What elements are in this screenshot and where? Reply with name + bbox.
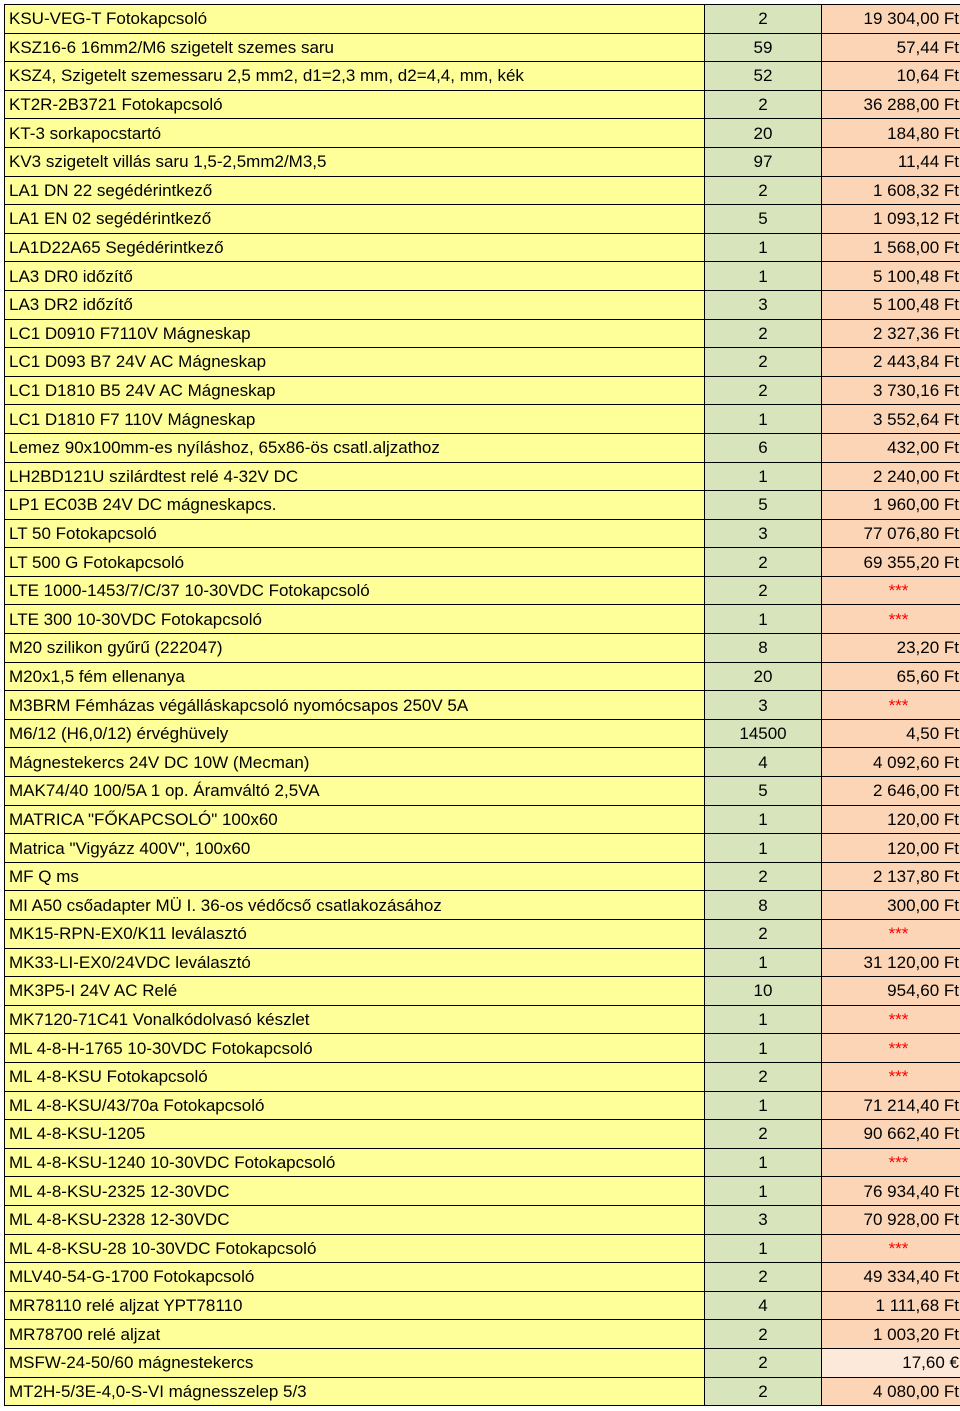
product-name-cell[interactable]: LA1 DN 22 segédérintkező [5,176,705,205]
quantity-cell[interactable]: 1 [705,834,822,863]
quantity-cell[interactable]: 97 [705,147,822,176]
price-cell[interactable]: 2 646,00 Ft [822,777,960,806]
quantity-cell[interactable]: 2 [705,319,822,348]
price-cell[interactable]: 65,60 Ft [822,662,960,691]
price-cell[interactable]: 4 092,60 Ft [822,748,960,777]
price-cell[interactable]: 49 334,40 Ft [822,1263,960,1292]
product-name-cell[interactable]: MK15-RPN-EX0/K11 leválasztó [5,920,705,949]
quantity-cell[interactable]: 6 [705,433,822,462]
price-cell[interactable]: 5 100,48 Ft [822,290,960,319]
product-name-cell[interactable]: LH2BD121U szilárdtest relé 4-32V DC [5,462,705,491]
price-cell[interactable]: *** [822,691,960,720]
quantity-cell[interactable]: 52 [705,62,822,91]
price-cell[interactable]: 300,00 Ft [822,891,960,920]
table-row [5,491,960,520]
price-cell[interactable]: 954,60 Ft [822,977,960,1006]
price-cell[interactable]: 432,00 Ft [822,433,960,462]
product-name-cell[interactable]: LC1 D1810 F7 110V Mágneskap [5,405,705,434]
quantity-cell[interactable]: 1 [705,1234,822,1263]
table-row [5,977,960,1006]
price-cell[interactable]: 120,00 Ft [822,834,960,863]
table-row [5,233,960,262]
price-cell[interactable]: *** [822,1148,960,1177]
product-name-cell[interactable]: LA1D22A65 Segédérintkező [5,233,705,262]
table-row [5,433,960,462]
table-row [5,376,960,405]
table-row [5,176,960,205]
table-row [5,1320,960,1349]
price-cell[interactable]: 70 928,00 Ft [822,1205,960,1234]
quantity-cell[interactable]: 1 [705,805,822,834]
price-cell[interactable]: 77 076,80 Ft [822,519,960,548]
product-name-cell[interactable]: MK3P5-I 24V AC Relé [5,977,705,1006]
quantity-cell[interactable]: 2 [705,176,822,205]
price-cell[interactable]: 10,64 Ft [822,62,960,91]
product-name-cell[interactable]: MLV40-54-G-1700 Fotokapcsoló [5,1263,705,1292]
table-row [5,5,960,34]
quantity-cell[interactable]: 2 [705,1062,822,1091]
table-row [5,1091,960,1120]
quantity-cell[interactable]: 2 [705,920,822,949]
table-row [5,1348,960,1377]
price-cell[interactable]: *** [822,1005,960,1034]
table-row [5,805,960,834]
price-cell[interactable]: 31 120,00 Ft [822,948,960,977]
quantity-cell[interactable]: 2 [705,5,822,34]
quantity-cell[interactable]: 1 [705,462,822,491]
quantity-cell[interactable]: 1 [705,1034,822,1063]
product-name-cell[interactable]: KSZ4, Szigetelt szemessaru 2,5 mm2, d1=2,3 mm, d2=4,4, mm, kék [5,62,705,91]
price-cell[interactable]: 1 960,00 Ft [822,491,960,520]
table-row [5,1263,960,1292]
quantity-cell[interactable]: 2 [705,376,822,405]
table-row [5,920,960,949]
table-row [5,1034,960,1063]
table-row [5,548,960,577]
quantity-cell[interactable]: 3 [705,691,822,720]
product-name-cell[interactable]: ML 4-8-KSU-2328 12-30VDC [5,1205,705,1234]
price-cell[interactable]: 57,44 Ft [822,33,960,62]
table-row [5,262,960,291]
table-row [5,1377,960,1406]
quantity-cell[interactable]: 2 [705,862,822,891]
quantity-cell[interactable]: 1 [705,1091,822,1120]
table-row [5,1234,960,1263]
product-name-cell[interactable]: ML 4-8-KSU Fotokapcsoló [5,1062,705,1091]
table-row [5,1120,960,1149]
product-name-cell[interactable]: ML 4-8-H-1765 10-30VDC Fotokapcsoló [5,1034,705,1063]
product-name-cell[interactable]: LT 50 Fotokapcsoló [5,519,705,548]
quantity-cell[interactable]: 14500 [705,719,822,748]
product-name-cell[interactable]: KT2R-2B3721 Fotokapcsoló [5,90,705,119]
quantity-cell[interactable]: 10 [705,977,822,1006]
quantity-cell[interactable]: 20 [705,662,822,691]
product-name-cell[interactable]: ML 4-8-KSU-2325 12-30VDC [5,1177,705,1206]
quantity-cell[interactable]: 4 [705,1291,822,1320]
price-cell[interactable]: 2 327,36 Ft [822,319,960,348]
product-name-cell[interactable]: MR78110 relé aljzat YPT78110 [5,1291,705,1320]
table-row [5,405,960,434]
table-row [5,519,960,548]
quantity-cell[interactable]: 3 [705,1205,822,1234]
table-row [5,891,960,920]
quantity-cell[interactable]: 4 [705,748,822,777]
product-name-cell[interactable]: MI A50 csőadapter MÜ I. 36-os védőcső csatlakozásához [5,891,705,920]
price-list-table [4,4,960,1406]
quantity-cell[interactable]: 59 [705,33,822,62]
quantity-cell[interactable]: 2 [705,1348,822,1377]
price-cell[interactable]: 5 100,48 Ft [822,262,960,291]
quantity-cell[interactable]: 2 [705,1263,822,1292]
table-row [5,205,960,234]
price-cell[interactable]: 4,50 Ft [822,719,960,748]
quantity-cell[interactable]: 2 [705,1120,822,1149]
product-name-cell[interactable]: LTE 1000-1453/7/C/37 10-30VDC Fotokapcsoló [5,576,705,605]
price-cell[interactable]: 1 003,20 Ft [822,1320,960,1349]
quantity-cell[interactable]: 5 [705,491,822,520]
price-list-body [5,5,960,1406]
quantity-cell[interactable]: 2 [705,348,822,377]
table-row [5,290,960,319]
quantity-cell[interactable]: 3 [705,290,822,319]
price-cell[interactable]: 69 355,20 Ft [822,548,960,577]
product-name-cell[interactable]: MK7120-71C41 Vonalkódolvasó készlet [5,1005,705,1034]
price-cell[interactable]: 23,20 Ft [822,634,960,663]
quantity-cell[interactable]: 1 [705,605,822,634]
table-row [5,834,960,863]
price-cell[interactable]: 3 552,64 Ft [822,405,960,434]
table-row [5,1177,960,1206]
price-cell[interactable]: 17,60 € [822,1348,960,1377]
quantity-cell[interactable]: 1 [705,1177,822,1206]
price-cell[interactable]: *** [822,1034,960,1063]
table-row [5,33,960,62]
product-name-cell[interactable]: KSU-VEG-T Fotokapcsoló [5,5,705,34]
table-row [5,62,960,91]
price-cell[interactable]: 1 568,00 Ft [822,233,960,262]
price-cell[interactable]: *** [822,1234,960,1263]
price-cell[interactable]: 90 662,40 Ft [822,1120,960,1149]
product-name-cell[interactable]: MATRICA "FŐKAPCSOLÓ" 100x60 [5,805,705,834]
quantity-cell[interactable]: 2 [705,1377,822,1406]
product-name-cell[interactable]: MK33-LI-EX0/24VDC leválasztó [5,948,705,977]
product-name-cell[interactable]: Lemez 90x100mm-es nyíláshoz, 65x86-ös csatl.aljzathoz [5,433,705,462]
product-name-cell[interactable]: MSFW-24-50/60 mágnestekercs [5,1348,705,1377]
quantity-cell[interactable]: 8 [705,891,822,920]
table-row [5,748,960,777]
table-row [5,1148,960,1177]
quantity-cell[interactable]: 5 [705,777,822,806]
table-row [5,1291,960,1320]
quantity-cell[interactable]: 2 [705,548,822,577]
product-name-cell[interactable]: LP1 EC03B 24V DC mágneskapcs. [5,491,705,520]
price-cell[interactable]: *** [822,920,960,949]
table-row [5,634,960,663]
product-name-cell[interactable]: LA3 DR0 időzítő [5,262,705,291]
table-row [5,605,960,634]
table-row [5,319,960,348]
product-name-cell[interactable]: LC1 D1810 B5 24V AC Mágneskap [5,376,705,405]
product-name-cell[interactable]: MF Q ms [5,862,705,891]
table-row [5,90,960,119]
product-name-cell[interactable]: M3BRM Fémházas végálláskapcsoló nyomócsapos 250V 5A [5,691,705,720]
product-name-cell[interactable]: LA3 DR2 időzítő [5,290,705,319]
product-name-cell[interactable]: KT-3 sorkapocstartó [5,119,705,148]
quantity-cell[interactable]: 1 [705,1148,822,1177]
table-row [5,576,960,605]
product-name-cell[interactable]: LC1 D0910 F7110V Mágneskap [5,319,705,348]
price-cell[interactable]: 36 288,00 Ft [822,90,960,119]
product-name-cell[interactable]: ML 4-8-KSU/43/70a Fotokapcsoló [5,1091,705,1120]
price-cell[interactable]: 184,80 Ft [822,119,960,148]
table-row [5,691,960,720]
table-row [5,147,960,176]
quantity-cell[interactable]: 1 [705,233,822,262]
quantity-cell[interactable]: 8 [705,634,822,663]
product-name-cell[interactable]: LC1 D093 B7 24V AC Mágneskap [5,348,705,377]
product-name-cell[interactable]: Matrica "Vigyázz 400V", 100x60 [5,834,705,863]
product-name-cell[interactable]: MAK74/40 100/5A 1 op. Áramváltó 2,5VA [5,777,705,806]
product-name-cell[interactable]: Mágnestekercs 24V DC 10W (Mecman) [5,748,705,777]
product-name-cell[interactable]: ML 4-8-KSU-1205 [5,1120,705,1149]
product-name-cell[interactable]: MR78700 relé aljzat [5,1320,705,1349]
quantity-cell[interactable]: 3 [705,519,822,548]
product-name-cell[interactable]: M6/12 (H6,0/12) érvéghüvely [5,719,705,748]
price-cell[interactable]: 1 111,68 Ft [822,1291,960,1320]
price-cell[interactable]: 3 730,16 Ft [822,376,960,405]
price-cell[interactable]: 19 304,00 Ft [822,5,960,34]
product-name-cell[interactable]: ML 4-8-KSU-28 10-30VDC Fotokapcsoló [5,1234,705,1263]
table-row [5,719,960,748]
table-row [5,462,960,491]
product-name-cell[interactable]: KSZ16-6 16mm2/M6 szigetelt szemes saru [5,33,705,62]
price-cell[interactable]: 2 240,00 Ft [822,462,960,491]
price-cell[interactable]: *** [822,1062,960,1091]
product-name-cell[interactable]: LA1 EN 02 segédérintkező [5,205,705,234]
product-name-cell[interactable]: M20x1,5 fém ellenanya [5,662,705,691]
quantity-cell[interactable]: 1 [705,948,822,977]
product-name-cell[interactable]: LT 500 G Fotokapcsoló [5,548,705,577]
table-row [5,348,960,377]
price-cell[interactable]: 76 934,40 Ft [822,1177,960,1206]
quantity-cell[interactable]: 1 [705,1005,822,1034]
quantity-cell[interactable]: 2 [705,90,822,119]
table-row [5,1005,960,1034]
table-row [5,948,960,977]
price-cell[interactable]: 71 214,40 Ft [822,1091,960,1120]
price-cell[interactable]: 120,00 Ft [822,805,960,834]
price-cell[interactable]: 4 080,00 Ft [822,1377,960,1406]
price-cell[interactable]: 11,44 Ft [822,147,960,176]
price-cell[interactable]: *** [822,576,960,605]
product-name-cell[interactable]: ML 4-8-KSU-1240 10-30VDC Fotokapcsoló [5,1148,705,1177]
price-cell[interactable]: 2 443,84 Ft [822,348,960,377]
quantity-cell[interactable]: 20 [705,119,822,148]
price-cell[interactable]: 1 608,32 Ft [822,176,960,205]
table-row [5,662,960,691]
quantity-cell[interactable]: 1 [705,405,822,434]
product-name-cell[interactable]: MT2H-5/3E-4,0-S-VI mágnesszelep 5/3 [5,1377,705,1406]
quantity-cell[interactable]: 2 [705,576,822,605]
table-row [5,119,960,148]
quantity-cell[interactable]: 2 [705,1320,822,1349]
product-name-cell[interactable]: KV3 szigetelt villás saru 1,5-2,5mm2/M3,5 [5,147,705,176]
table-row [5,1205,960,1234]
quantity-cell[interactable]: 5 [705,205,822,234]
table-row [5,1062,960,1091]
table-row [5,862,960,891]
product-name-cell[interactable]: M20 szilikon gyűrű (222047) [5,634,705,663]
quantity-cell[interactable]: 1 [705,262,822,291]
price-cell[interactable]: *** [822,605,960,634]
table-row [5,777,960,806]
price-cell[interactable]: 1 093,12 Ft [822,205,960,234]
product-name-cell[interactable]: LTE 300 10-30VDC Fotokapcsoló [5,605,705,634]
price-cell[interactable]: 2 137,80 Ft [822,862,960,891]
